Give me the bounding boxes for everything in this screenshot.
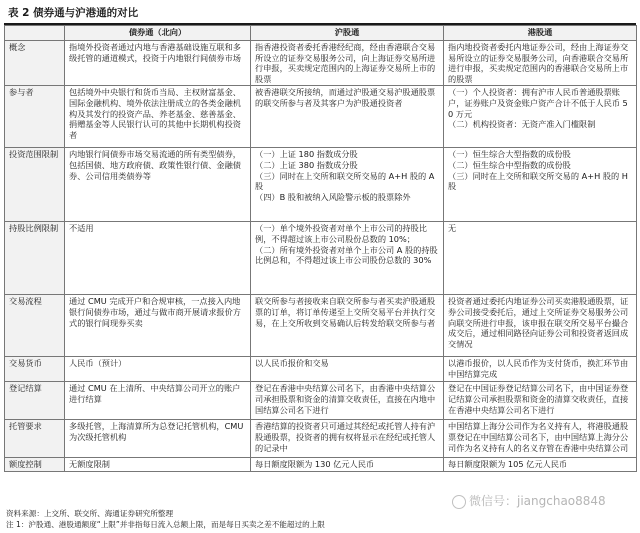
table-row <box>5 295 637 357</box>
table-row <box>5 148 637 222</box>
cell-shanghai-connect: 每日额度限额为 130 亿元人民币 <box>251 458 444 472</box>
cell-hk-connect: 指内地投资者委托内地证券公司，经由上海证券交易所设立的证券交易服务公司，向香港联合交易所进行申报，买卖规定范围内的香港联合交易所上市的股票 <box>444 41 637 86</box>
cell-hk-connect: 投资者通过委托内地证券公司买卖港股通股票，证券公司接受委托后，通过上交所证券交易服务公司向联交所进行申报，该申报在联交所交易平台撮合成交后，通过相同路径向证券公司和投资者返回成交情况 <box>444 295 637 357</box>
source-note: 资料来源：上交所、联交所、海通证券研究所整理 <box>6 509 174 518</box>
table-row <box>5 41 637 86</box>
cell-hk-connect: （一）恒生综合大型指数的成份股 （二）恒生综合中型指数的成份股 （三）同时在上交所和联交所交易的 A+H 股的 H 股 <box>444 148 637 222</box>
row-label: 参与者 <box>5 86 65 148</box>
cell-bond-connect: 人民币（预计） <box>65 357 251 382</box>
table-row <box>5 382 637 420</box>
cell-bond-connect: 通过 CMU 完成开户和合规审核，一点接入内地银行间债券市场，通过与做市商开展请求报价方式的银行间现券买卖 <box>65 295 251 357</box>
table-row <box>5 86 637 148</box>
header-shanghai-connect: 沪股通 <box>251 26 444 41</box>
table-row <box>5 357 637 382</box>
cell-bond-connect: 包括境外中央银行和货币当局、主权财富基金、国际金融机构、境外依法注册成立的各类金融机构及其发行的投资产品、养老基金、慈善基金、捐赠基金等人民银行认可的其他中长期机构投资者 <box>65 86 251 148</box>
watermark-text: 微信号：jiangchao8848 <box>469 494 606 508</box>
header-empty <box>5 26 65 41</box>
cell-hk-connect: 以港币报价，以人民币作为支付货币，换汇环节由中国结算完成 <box>444 357 637 382</box>
cell-bond-connect: 无额度限制 <box>65 458 251 472</box>
cell-bond-connect: 不适用 <box>65 222 251 295</box>
cell-hk-connect: 登记在中国证券登记结算公司名下，由中国证券登记结算公司承担股票和资金的清算交收责任，直接在香港中央结算公司名下进行 <box>444 382 637 420</box>
cell-shanghai-connect: 登记在香港中央结算公司名下，由香港中央结算公司承担股票和资金的清算交收责任，直接在内地中国结算公司名下进行 <box>251 382 444 420</box>
row-label: 交易流程 <box>5 295 65 357</box>
cell-hk-connect: 每日额度限额为 105 亿元人民币 <box>444 458 637 472</box>
cell-bond-connect: 多级托管，上海清算所为总登记托管机构，CMU 为次级托管机构 <box>65 420 251 458</box>
cell-bond-connect: 指境外投资者通过内地与香港基础设施互联和多级托管的通道模式，投资于内地银行间债券市场 <box>65 41 251 86</box>
cell-shanghai-connect: 香港结算的投资者只可通过其经纪或托管人持有沪股通股票，投资者的拥有权将显示在经纪或托管人的记录中 <box>251 420 444 458</box>
wechat-watermark <box>452 492 606 509</box>
header-row <box>5 26 637 41</box>
cell-hk-connect: （一）个人投资者：拥有沪市人民币普通股票账户，证券账户及资金账户资产合计不低于人民币 50 万元 （二）机构投资者：无资产准入门槛限制 <box>444 86 637 148</box>
row-label: 托管要求 <box>5 420 65 458</box>
header-bond-connect: 债券通（北向） <box>65 26 251 41</box>
row-label: 登记结算 <box>5 382 65 420</box>
cell-shanghai-connect: 被香港联交所接纳，而通过沪股通交易沪股通股票的联交所参与者及其客户为沪股通投资者 <box>251 86 444 148</box>
row-label: 投资范围限制 <box>5 148 65 222</box>
table-row <box>5 222 637 295</box>
row-label: 持股比例限制 <box>5 222 65 295</box>
cell-bond-connect: 通过 CMU 在上清所、中央结算公司开立的账户进行结算 <box>65 382 251 420</box>
cell-bond-connect: 内地银行间债券市场交易流通的所有类型债券，包括国债、地方政府债、政策性银行债、金融债券、公司信用类债券等 <box>65 148 251 222</box>
table-row <box>5 420 637 458</box>
row-label: 概念 <box>5 41 65 86</box>
table-title: 表 2 债券通与沪港通的对比 <box>8 7 139 19</box>
wechat-icon <box>452 495 466 509</box>
quota-footnote: 注 1：沪股通、港股通额度“上限”并非指每日流入总额上限，而是每日买卖之差不能超过的上限 <box>6 520 325 529</box>
cell-shanghai-connect: 联交所参与者接收来自联交所参与者买卖沪股通股票的订单，将订单传递至上交所交易平台并执行交易，在上交所收到交易确认后转发给联交所参与者 <box>251 295 444 357</box>
cell-hk-connect: 中国结算上海分公司作为名义持有人，将港股通股票登记在中国结算公司名下，由中国结算上海分公司作为名义持有人的名义存管在香港中央结算公司 <box>444 420 637 458</box>
header-hk-connect: 港股通 <box>444 26 637 41</box>
row-label: 交易货币 <box>5 357 65 382</box>
row-label: 额度控制 <box>5 458 65 472</box>
cell-shanghai-connect: （一）单个境外投资者对单个上市公司的持股比例，不得超过该上市公司股份总数的 10%； （二）所有境外投资者对单个上市公司 A 股的持股比例总和，不得超过该上市公司股份总数的 30% <box>251 222 444 295</box>
cell-hk-connect: 无 <box>444 222 637 295</box>
comparison-table <box>4 25 637 472</box>
cell-shanghai-connect: （一）上证 180 指数成分股 （二）上证 380 指数成分股 （三）同时在上交所和联交所交易的 A+H 股的 A 股 （四）B 股和被纳入风险警示板的股票除外 <box>251 148 444 222</box>
cell-shanghai-connect: 指香港投资者委托香港经纪商，经由香港联合交易所设立的证券交易服务公司，向上海证券交易所进行申报，买卖规定范围内的上海证券交易所上市的股票 <box>251 41 444 86</box>
cell-shanghai-connect: 以人民币报价和交易 <box>251 357 444 382</box>
table-row <box>5 458 637 472</box>
